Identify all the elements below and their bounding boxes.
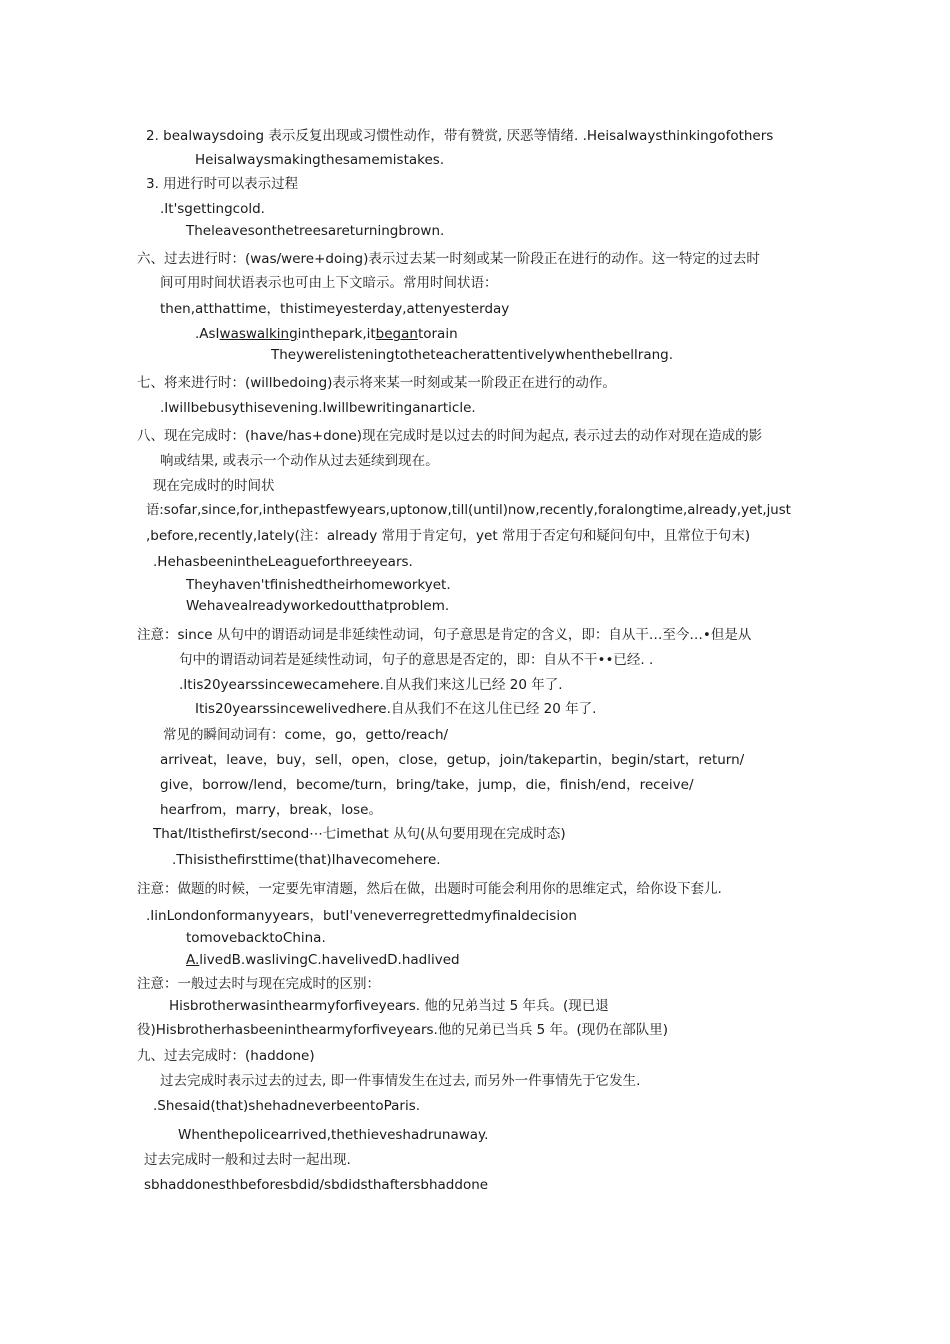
- text-segment: livedB.waslivingC.havelivedD.hadlived: [199, 952, 460, 968]
- text-line: 3. 用进行时可以表示过程: [146, 176, 299, 192]
- text-line: 响或结果, 或表示一个动作从过去延续到现在。: [160, 453, 439, 469]
- text-line: give，borrow/lend，become/turn，bring/take，jump，die，finish/end，receive/: [160, 777, 694, 793]
- section-heading: 八、现在完成时：(have/has+done)现在完成时是以过去的时间为起点, 表示过去的动作对现在造成的影: [137, 428, 763, 444]
- example-sentence: Itis20yearssincewelivedhere.自从我们不在这儿住已经 20 年了.: [195, 701, 597, 717]
- text-line: then,atthattime，thistimeyesterday,attenyesterday: [160, 301, 510, 317]
- note-line: 注意：一般过去时与现在完成时的区别：: [137, 976, 380, 992]
- text-line: 常见的瞬间动词有：come，go，getto/reach/: [163, 727, 449, 743]
- note-line: 注意：做题的时候，一定要先审清题，然后在做，出题时可能会利用你的思维定式，给你设下套儿.: [137, 881, 722, 897]
- example-sentence: Theleavesonthetreesareturningbrown.: [186, 223, 445, 239]
- text-line: 过去完成时一般和过去时一起出现.: [144, 1152, 351, 1168]
- text-segment: inthepark,it: [297, 326, 376, 342]
- text-line: 2. bealwaysdoing 表示反复出现或习惯性动作，带有赞赏, 厌恶等情绪. .Heisalwaysthinkingofothers: [146, 128, 774, 144]
- text-line: sbhaddonesthbeforesbdid/sbdidsthaftersbhaddone: [144, 1177, 489, 1193]
- text-line: 间可用时间状语表示也可由上下文暗示。常用时间状语：: [160, 275, 498, 291]
- example-sentence: .IinLondonformanyyears，butI'veneverregrettedmyfinaldecision: [146, 908, 577, 924]
- example-sentence: Hisbrotherwasinthearmyforfiveyears. 他的兄弟当过 5 年兵。(现已退: [169, 998, 609, 1014]
- example-sentence: Theyhaven'tfinishedtheirhomeworkyet.: [186, 577, 451, 593]
- underlined-verb: waswalking: [219, 326, 298, 342]
- example-sentence: .HehasbeenintheLeagueforthreeyears.: [153, 554, 413, 570]
- note-line: 句中的谓语动词若是延续性动词，句子的意思是否定的，即：自从不干••已经. .: [179, 652, 654, 668]
- answer-options: [186, 951, 460, 969]
- example-sentence: Whenthepolicearrived,thethieveshadrunaway.: [178, 1127, 489, 1143]
- text-line: hearfrom，marry，break，lose。: [160, 802, 382, 818]
- underlined-answer: A.: [186, 952, 200, 968]
- note-line: 注意：since 从句中的谓语动词是非延续性动词，句子意思是肯定的含义，即：自从干…至今…•但是从: [137, 627, 752, 643]
- text-line: That/Itisthefirst/second⋯七imethat 从句(从句要用现在完成时态): [153, 826, 566, 842]
- text-line: ,before,recently,lately(注：already 常用于肯定句，yet 常用于否定句和疑问句中，且常位于句末): [146, 528, 751, 544]
- underlined-verb: began: [375, 326, 418, 342]
- example-sentence: .It'sgettingcold.: [160, 201, 265, 217]
- text-line: 过去完成时表示过去的过去, 即一件事情发生在过去, 而另外一件事情先于它发生.: [160, 1073, 641, 1089]
- section-heading: 九、过去完成时：(haddone): [137, 1048, 315, 1064]
- example-sentence: Theywerelisteningtotheteacherattentivelywhenthebellrang.: [271, 347, 674, 363]
- text-segment: torain: [417, 326, 458, 342]
- example-sentence: Wehavealreadyworkedoutthatproblem.: [186, 598, 450, 614]
- example-sentence: .Shesaid(that)shehadneverbeentoParis.: [153, 1098, 421, 1114]
- example-sentence: .Itis20yearssincewecamehere.自从我们来这儿已经 20 年了.: [179, 677, 563, 693]
- example-sentence: [195, 325, 458, 343]
- text-segment: .AsI: [195, 326, 220, 342]
- text-line: arriveat，leave，buy，sell，open，close，getup，join/takepartin，begin/start，return/: [160, 752, 745, 768]
- example-sentence: .Iwillbebusythisevening.Iwillbewritinganarticle.: [160, 400, 476, 416]
- section-heading: 七、将来进行时：(willbedoing)表示将来某一时刻或某一阶段正在进行的动作。: [137, 375, 616, 391]
- example-sentence: 役)Hisbrotherhasbeeninthearmyforfiveyears.他的兄弟已当兵 5 年。(现仍在部队里): [137, 1022, 669, 1038]
- text-line: 语:sofar,since,for,inthepastfewyears,uptonow,till(until)now,recently,foralongtime,already,yet,just: [146, 503, 791, 518]
- example-sentence: .Thisisthefirsttime(that)Ihavecomehere.: [172, 852, 441, 868]
- section-heading: 六、过去进行时：(was/were+doing)表示过去某一时刻或某一阶段正在进行的动作。这一特定的过去时: [137, 251, 760, 267]
- example-sentence: tomovebacktoChina.: [186, 930, 326, 946]
- text-line: 现在完成时的时间状: [153, 478, 275, 494]
- example-sentence: Heisalwaysmakingthesamemistakes.: [195, 152, 445, 168]
